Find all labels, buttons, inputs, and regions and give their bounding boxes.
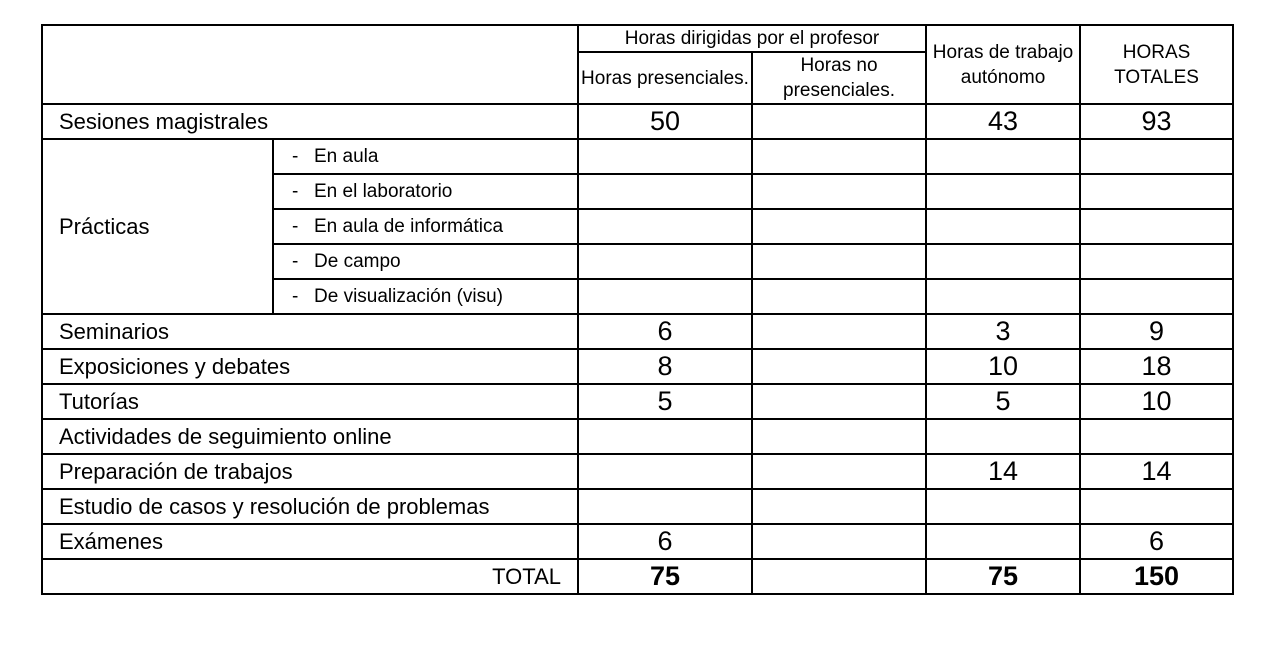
cell-no-presenciales bbox=[752, 454, 926, 489]
row-label: Actividades de seguimiento online bbox=[42, 419, 578, 454]
cell-autonomo: 5 bbox=[926, 384, 1080, 419]
cell-presenciales: 6 bbox=[578, 524, 752, 559]
cell-autonomo bbox=[926, 279, 1080, 314]
row-label: Seminarios bbox=[42, 314, 578, 349]
table-row bbox=[42, 314, 1233, 349]
cell-no-presenciales bbox=[752, 209, 926, 244]
cell-no-presenciales bbox=[752, 314, 926, 349]
total-totales: 150 bbox=[1080, 559, 1233, 594]
cell-autonomo bbox=[926, 419, 1080, 454]
cell-autonomo bbox=[926, 139, 1080, 174]
cell-presenciales bbox=[578, 209, 752, 244]
table-row bbox=[42, 524, 1233, 559]
total-no-presenciales bbox=[752, 559, 926, 594]
total-label: TOTAL bbox=[42, 559, 578, 594]
cell-totales bbox=[1080, 419, 1233, 454]
cell-presenciales: 8 bbox=[578, 349, 752, 384]
cell-autonomo bbox=[926, 174, 1080, 209]
header-autonomo: Horas de trabajo autónomo bbox=[926, 25, 1080, 104]
cell-autonomo bbox=[926, 524, 1080, 559]
row-label: Estudio de casos y resolución de problemas bbox=[42, 489, 578, 524]
cell-totales bbox=[1080, 279, 1233, 314]
cell-autonomo: 10 bbox=[926, 349, 1080, 384]
cell-totales: 14 bbox=[1080, 454, 1233, 489]
table-row bbox=[42, 489, 1233, 524]
cell-presenciales bbox=[578, 244, 752, 279]
cell-autonomo: 3 bbox=[926, 314, 1080, 349]
row-label: Tutorías bbox=[42, 384, 578, 419]
cell-presenciales bbox=[578, 489, 752, 524]
table-row bbox=[42, 104, 1233, 139]
cell-no-presenciales bbox=[752, 419, 926, 454]
table-row bbox=[42, 419, 1233, 454]
row-label: Exámenes bbox=[42, 524, 578, 559]
header-presenciales: Horas presenciales. bbox=[578, 52, 752, 104]
cell-totales: 9 bbox=[1080, 314, 1233, 349]
cell-no-presenciales bbox=[752, 279, 926, 314]
cell-totales: 18 bbox=[1080, 349, 1233, 384]
table-row bbox=[42, 454, 1233, 489]
cell-autonomo: 43 bbox=[926, 104, 1080, 139]
cell-totales bbox=[1080, 244, 1233, 279]
cell-presenciales bbox=[578, 419, 752, 454]
cell-totales bbox=[1080, 139, 1233, 174]
cell-autonomo: 14 bbox=[926, 454, 1080, 489]
cell-no-presenciales bbox=[752, 489, 926, 524]
cell-presenciales bbox=[578, 454, 752, 489]
cell-autonomo bbox=[926, 489, 1080, 524]
header-group-title: Horas dirigidas por el profesor bbox=[578, 25, 926, 52]
header-empty-cell bbox=[42, 25, 578, 104]
cell-totales bbox=[1080, 489, 1233, 524]
cell-no-presenciales bbox=[752, 384, 926, 419]
cell-autonomo bbox=[926, 244, 1080, 279]
cell-presenciales bbox=[578, 139, 752, 174]
cell-presenciales bbox=[578, 279, 752, 314]
row-label: Exposiciones y debates bbox=[42, 349, 578, 384]
cell-totales: 10 bbox=[1080, 384, 1233, 419]
cell-no-presenciales bbox=[752, 524, 926, 559]
table-row bbox=[42, 139, 1233, 174]
sub-row-label: - De campo bbox=[273, 244, 578, 279]
total-presenciales: 75 bbox=[578, 559, 752, 594]
cell-presenciales: 50 bbox=[578, 104, 752, 139]
header-row-1 bbox=[42, 25, 1233, 52]
table-row bbox=[42, 349, 1233, 384]
cell-totales bbox=[1080, 174, 1233, 209]
cell-no-presenciales bbox=[752, 349, 926, 384]
cell-presenciales: 5 bbox=[578, 384, 752, 419]
row-label: Sesiones magistrales bbox=[42, 104, 578, 139]
cell-autonomo bbox=[926, 209, 1080, 244]
cell-totales: 93 bbox=[1080, 104, 1233, 139]
row-label: Preparación de trabajos bbox=[42, 454, 578, 489]
cell-no-presenciales bbox=[752, 244, 926, 279]
cell-no-presenciales bbox=[752, 174, 926, 209]
practicas-label: Prácticas bbox=[42, 139, 273, 314]
total-autonomo: 75 bbox=[926, 559, 1080, 594]
sub-row-label: - En el laboratorio bbox=[273, 174, 578, 209]
header-no-presenciales: Horas no presenciales. bbox=[752, 52, 926, 104]
sub-row-label: - En aula bbox=[273, 139, 578, 174]
sub-row-label: - En aula de informática bbox=[273, 209, 578, 244]
cell-presenciales bbox=[578, 174, 752, 209]
hours-table bbox=[41, 24, 1234, 595]
table-row bbox=[42, 384, 1233, 419]
cell-presenciales: 6 bbox=[578, 314, 752, 349]
cell-totales bbox=[1080, 209, 1233, 244]
total-row bbox=[42, 559, 1233, 594]
sub-row-label: - De visualización (visu) bbox=[273, 279, 578, 314]
cell-totales: 6 bbox=[1080, 524, 1233, 559]
header-totales: HORAS TOTALES bbox=[1080, 25, 1233, 104]
cell-no-presenciales bbox=[752, 104, 926, 139]
cell-no-presenciales bbox=[752, 139, 926, 174]
